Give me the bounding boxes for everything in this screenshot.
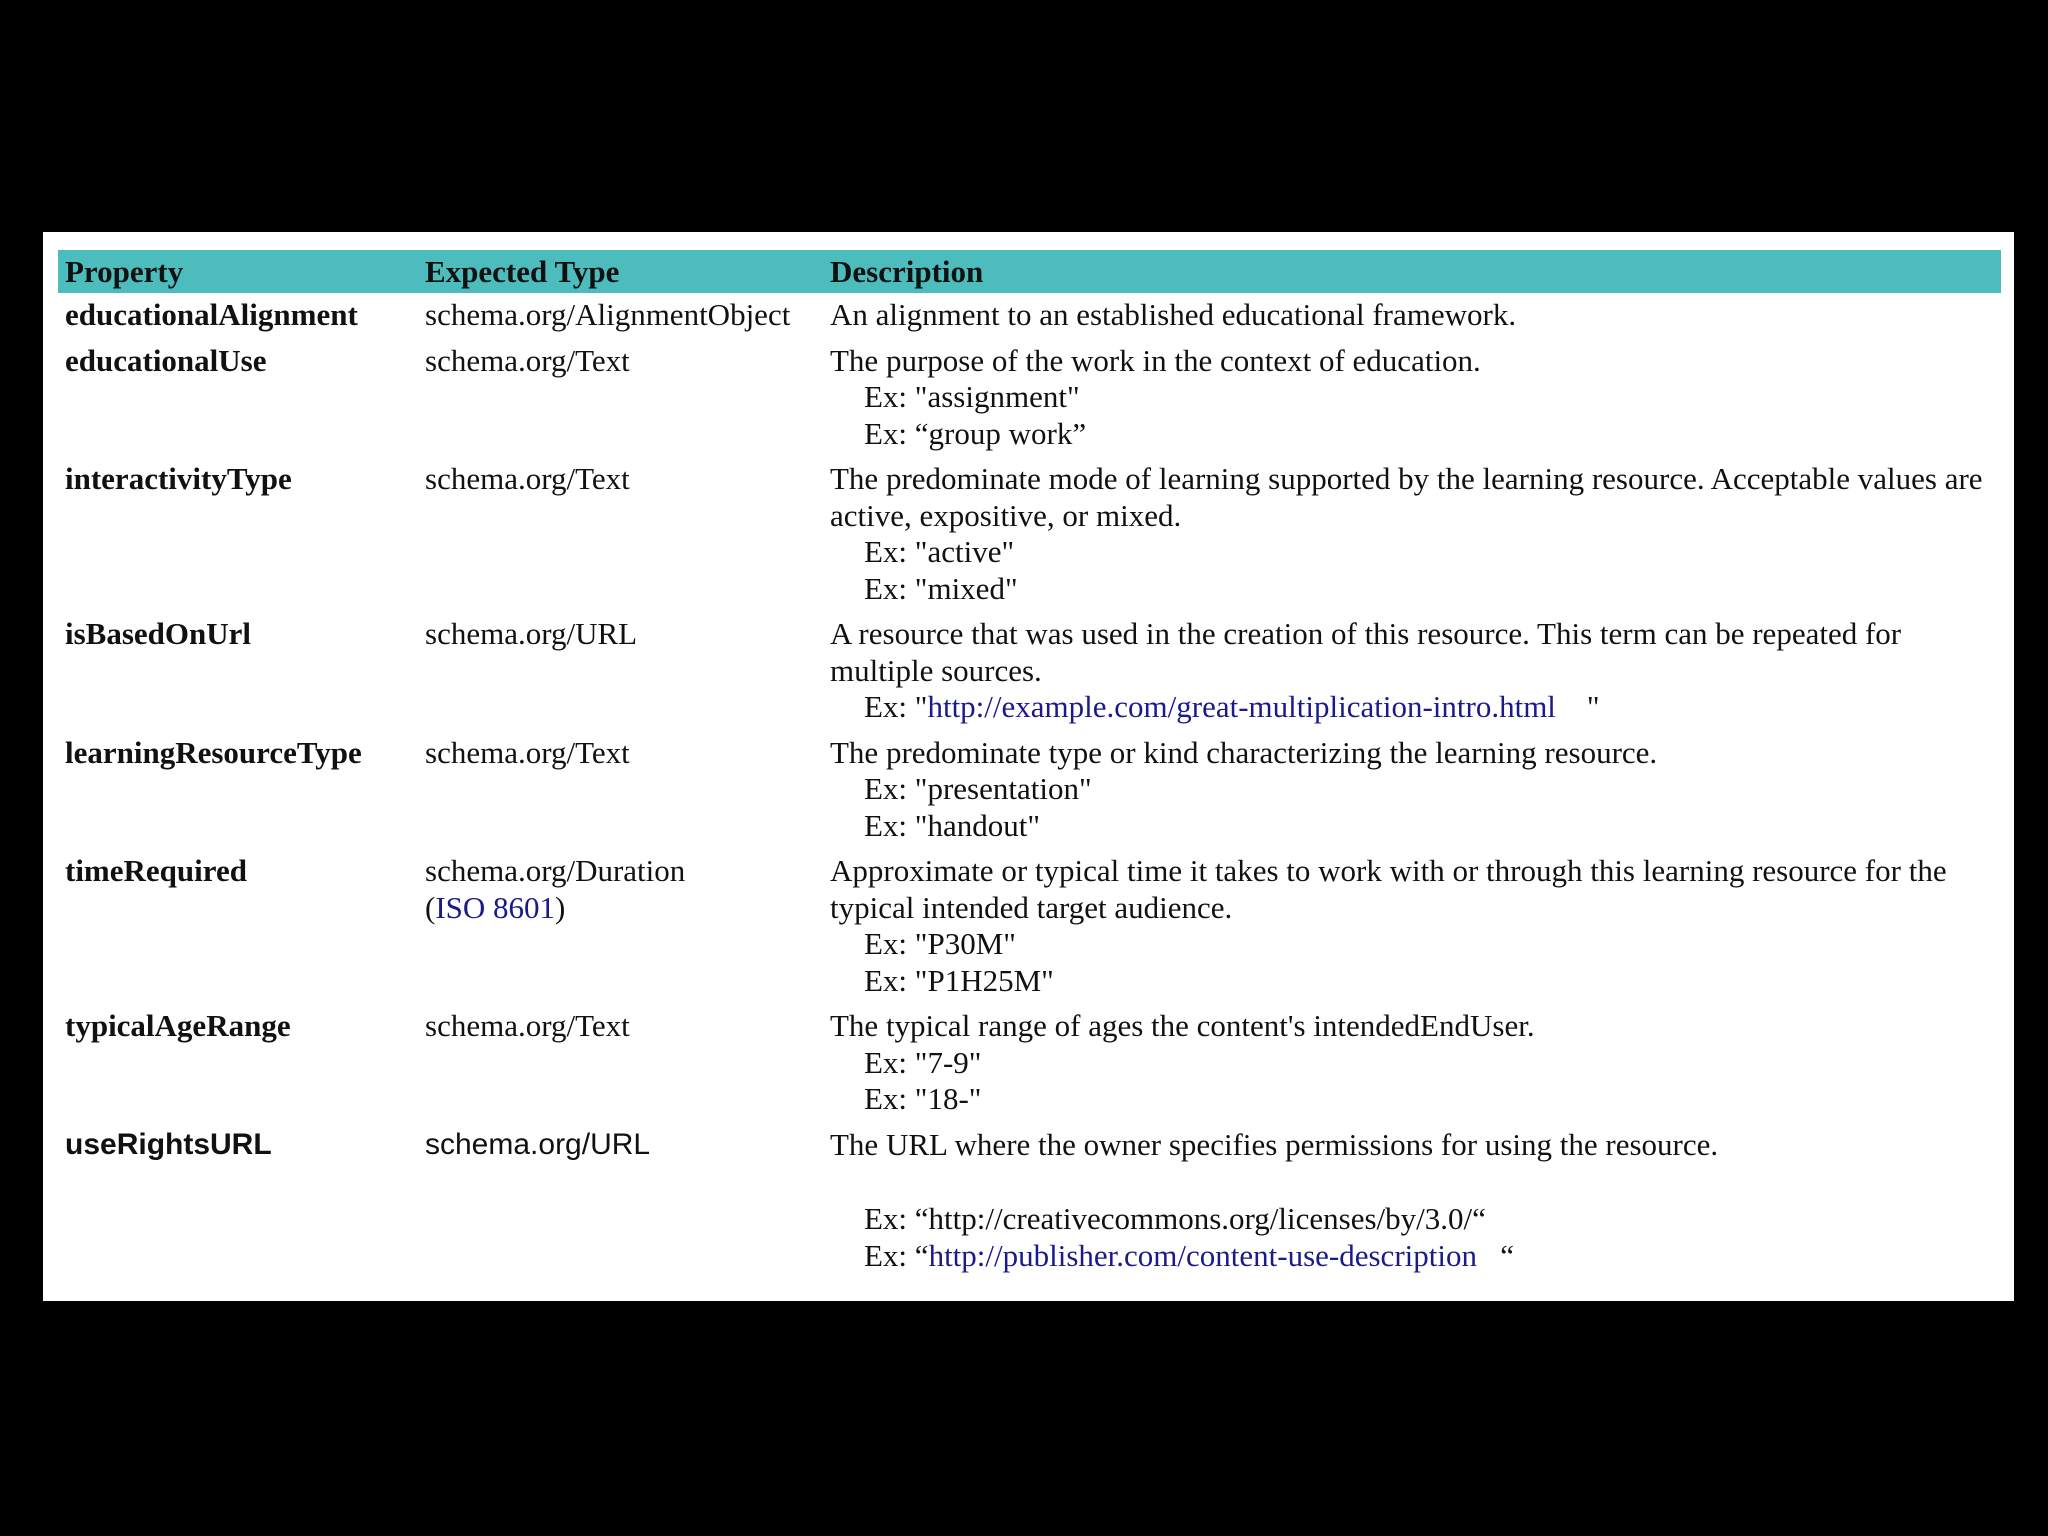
example-value: Ex: "P30M" [864,926,1016,961]
table-row [58,457,2001,612]
description-text: The typical range of ages the content's intendedEndUser. [830,1008,1535,1043]
property-name: typicalAgeRange [65,1008,291,1043]
description-text: A resource that was used in the creation of this resource. This term can be repeated for multiple sources. [830,616,1902,688]
expected-type: schema.org/URL [425,1127,651,1161]
description-cell [823,1123,2001,1280]
slide [43,232,2014,1301]
property-name: educationalAlignment [65,297,358,332]
expected-type: schema.org/Text [425,1008,630,1043]
example-value [830,689,1994,726]
header-description: Description [830,253,984,289]
example-value: Ex: “group work” [864,415,1087,451]
expected-type: schema.org/URL [425,616,638,651]
example-value: Ex: "active" [864,534,1015,569]
description-cell [823,457,2001,612]
expected-type: schema.org/Text [425,461,630,496]
table-row [58,293,2001,339]
description-cell [823,612,2001,731]
table-row [58,849,2001,1004]
example-value: Ex: "18-" [864,1081,982,1116]
table-row [58,612,2001,731]
example-link[interactable]: http://example.com/great-multiplication-intro.html [927,689,1556,724]
expected-type-cell [418,849,823,1004]
example-suffix: " [1555,689,1600,724]
example-value: Ex: "presentation" [864,771,1092,806]
description-cell [823,731,2001,850]
table-row [58,339,2001,458]
description-cell [823,339,2001,458]
property-name: isBasedOnUrl [65,616,252,651]
property-name: learningResourceType [65,734,362,770]
description-text: Approximate or typical time it takes to work with or through this learning resource for the typical intended target audience. [830,853,1947,925]
paren-open: ( [425,889,436,925]
description-text: The predominate type or kind characterizing the learning resource. [830,734,1658,770]
example-value: Ex: "P1H25M" [864,962,1054,998]
description-cell [823,293,2001,339]
header-property: Property [65,253,184,289]
example-value: Ex: "handout" [864,807,1040,843]
expected-type: schema.org/Duration [425,853,686,888]
property-name: interactivityType [65,461,292,496]
expected-type: schema.org/Text [425,342,630,378]
property-name: timeRequired [65,853,247,888]
table-row [58,1004,2001,1123]
description-text: An alignment to an established educational framework. [830,297,1517,332]
example-value: Ex: "assignment" [864,379,1080,414]
header-expected-type: Expected Type [425,253,620,289]
blank-line [830,1163,1994,1201]
iso-8601-link[interactable]: ISO 8601 [435,889,556,925]
property-table [58,250,2001,1279]
table-row [58,1123,2001,1280]
example-value: Ex: "7-9" [864,1044,982,1080]
example-prefix: Ex: " [864,689,928,724]
example-value [830,1238,1994,1275]
description-cell [823,849,2001,1004]
description-cell [823,1004,2001,1123]
example-suffix: “ [1476,1237,1514,1273]
example-prefix: Ex: “ [864,1237,929,1273]
expected-type: schema.org/Text [425,734,630,770]
table-header-row [58,250,2001,293]
example-value: Ex: "mixed" [864,570,1018,606]
property-name: useRightsURL [65,1127,272,1161]
property-name: educationalUse [65,342,267,378]
description-text: The URL where the owner specifies permissions for using the resource. [830,1126,1719,1162]
example-value: Ex: “http://creativecommons.org/licenses/by/3.0/“ [864,1201,1486,1236]
paren-close: ) [555,889,566,925]
expected-type: schema.org/AlignmentObject [425,297,791,332]
description-text: The predominate mode of learning supported by the learning resource. Acceptable values are active, expositive, or mixed. [830,461,1983,533]
expected-type-reference [425,890,816,927]
table-row [58,731,2001,850]
description-text: The purpose of the work in the context of education. [830,342,1481,378]
example-link[interactable]: http://publisher.com/content-use-description [928,1237,1477,1273]
